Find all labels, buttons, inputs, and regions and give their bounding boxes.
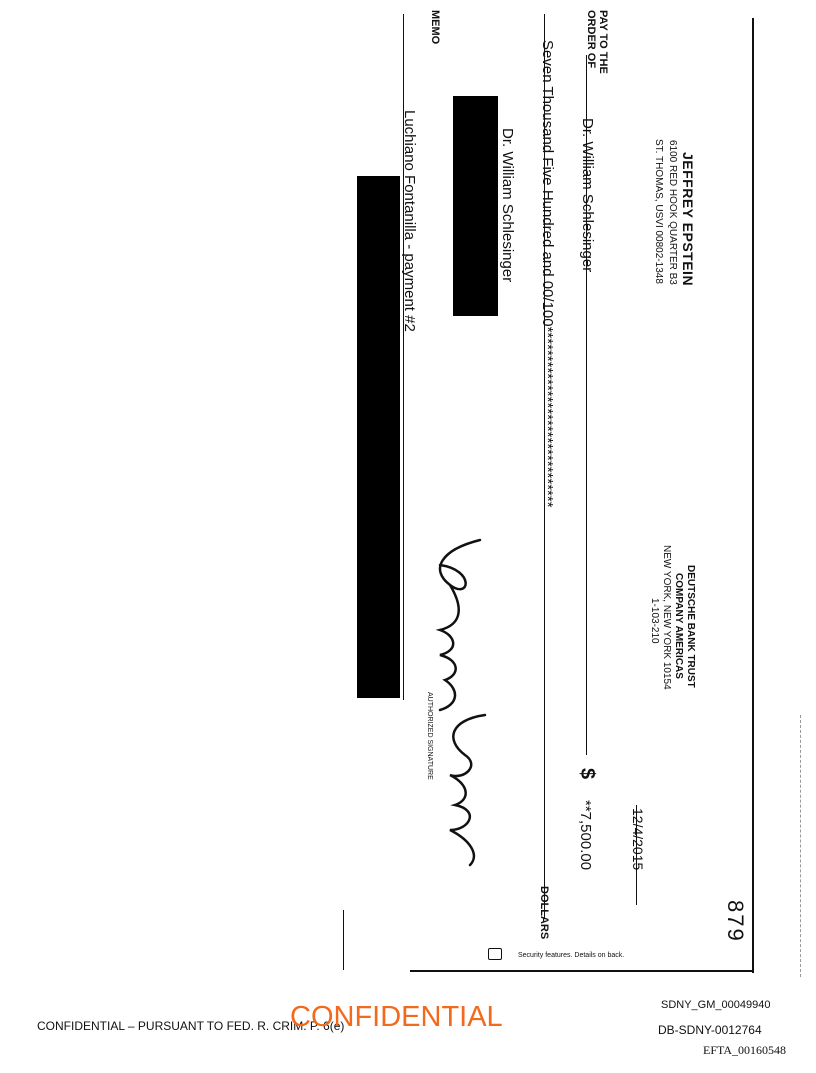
address-line-2: ST. THOMAS, USVI 00802-1348 [653,139,664,284]
signature-graphic [410,530,500,870]
check-right-border [752,18,754,973]
address-line-1: 6100 RED HOOK QUARTER B3 [667,140,678,285]
bank-routing: 1-103-210 [649,598,660,644]
pay-to-label-2: ORDER OF [585,10,597,69]
check-number: 879 [723,900,748,943]
bates-efta: EFTA_00160548 [703,1043,787,1057]
payee-address-name: Dr. William Schlesinger [499,128,516,283]
confidential-note: CONFIDENTIAL – PURSUANT TO FED. R. CRIM. P. 6(e) [37,1019,345,1033]
security-note: Security features. Details on back. [518,952,625,959]
memo-text: Luchiano Fontanilla - payment #2 [401,110,418,332]
pay-to-label-1: PAY TO THE [597,10,609,74]
confidential-stamp: CONFIDENTIAL [290,1001,503,1033]
amount-words: Seven Thousand Five Hundred and 00/100******************************* [539,40,556,508]
bates-sdny-gm: SDNY_GM_00049940 [661,999,771,1011]
redaction-box-2 [357,176,400,698]
bates-db-sdny: DB-SDNY-0012764 [658,1023,762,1037]
memo-label: MEMO [429,10,441,45]
amount-numeric: **7,500.00 [577,800,594,871]
scan-edge [800,715,802,977]
check-bottom-border [410,970,753,972]
padlock-icon [488,948,502,960]
bank-name-line-2: COMPANY AMERICAS [673,573,684,679]
check-date: 12/4/2015 [630,808,646,871]
check-left-border-stub [343,910,344,970]
bank-name-line-1: DEUTSCHE BANK TRUST [685,565,696,688]
account-holder-name: JEFFREY EPSTEIN [680,152,696,287]
redaction-box-1 [453,96,498,316]
dollar-sign: $ [576,768,598,780]
dollars-label: DOLLARS [538,886,550,940]
payee-name: Dr. William Schlesinger [579,118,596,273]
authorized-signature-label: AUTHORIZED SIGNATURE [426,692,433,780]
bank-address: NEW YORK, NEW YORK 10154 [661,545,672,690]
